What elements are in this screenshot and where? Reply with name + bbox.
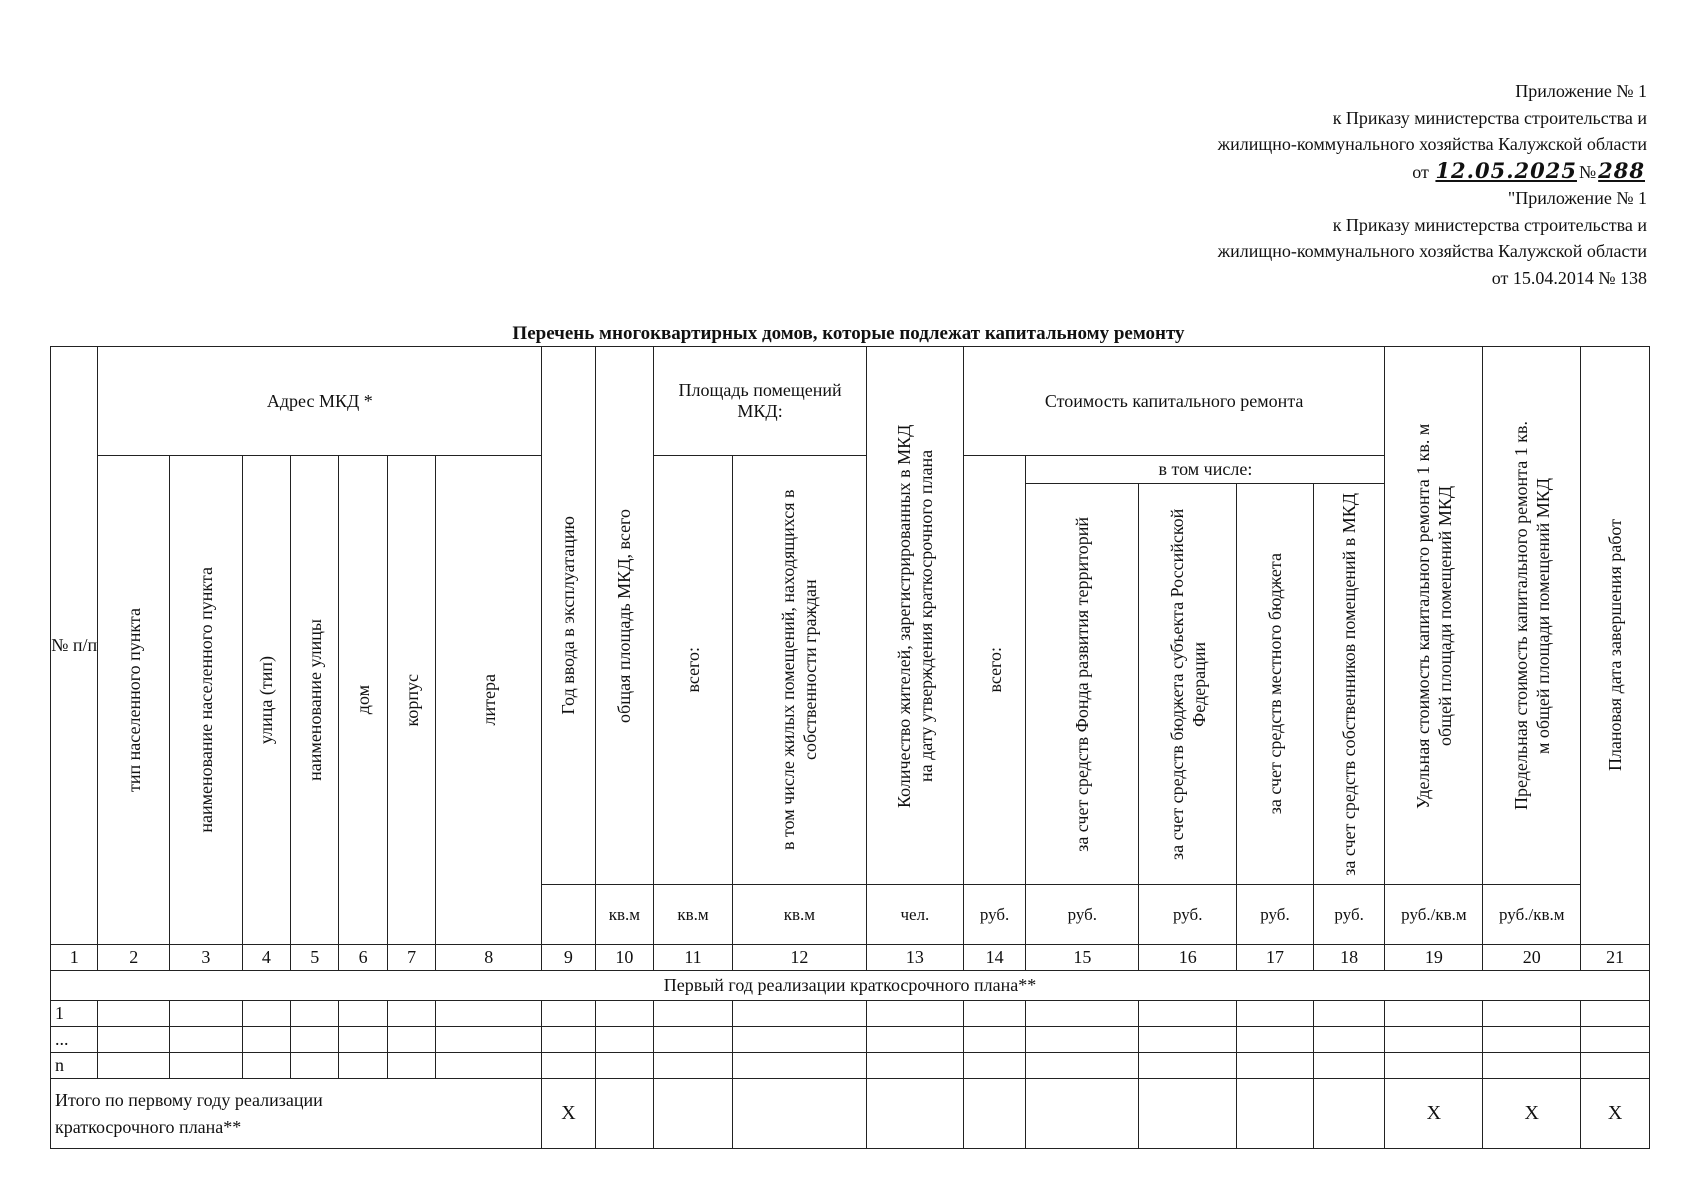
addr-street-type-header bbox=[242, 456, 290, 945]
col-number: 17 bbox=[1237, 945, 1314, 971]
addr-street-type-label: улица (тип) bbox=[256, 655, 277, 745]
column-numbers-row bbox=[51, 945, 1650, 971]
col-num-header bbox=[51, 347, 98, 945]
address-group-header: Адрес МКД * bbox=[98, 347, 542, 456]
area-group-header: Площадь помещений МКД: bbox=[654, 347, 867, 456]
header-line-3: жилищно-коммунального хозяйства Калужской области bbox=[1217, 134, 1647, 154]
area-total-col-label: общая площадь МКД, всего bbox=[614, 508, 635, 723]
limit-cost-col-header bbox=[1483, 347, 1581, 885]
col-number: 7 bbox=[387, 945, 435, 971]
col-number: 1 bbox=[51, 945, 98, 971]
unit-18: руб. bbox=[1313, 885, 1385, 945]
cost-subject-label: за счет средств бюджета субъекта Российской Федерации bbox=[1166, 508, 1209, 860]
header-line-6: к Приказу министерства строительства и bbox=[1332, 214, 1647, 235]
header-line-8: от 15.04.2014 № 138 bbox=[1491, 267, 1647, 288]
unit-15: руб. bbox=[1026, 885, 1139, 945]
row-number: 1 bbox=[51, 1001, 98, 1027]
col-number: 13 bbox=[866, 945, 963, 971]
cost-fund-header bbox=[1026, 484, 1139, 885]
unit-11: кв.м bbox=[654, 885, 733, 945]
mkd-repair-table bbox=[50, 346, 1650, 1149]
handwritten-number: 288 bbox=[1598, 157, 1645, 183]
addr-building-header bbox=[387, 456, 435, 945]
residents-col-header bbox=[866, 347, 963, 885]
addr-type-label: тип населенного пункта bbox=[123, 608, 144, 792]
header-line-1: Приложение № 1 bbox=[1515, 81, 1647, 101]
col-number: 5 bbox=[291, 945, 339, 971]
residents-col-label: Количество жителей, зарегистрированных в МКД на дату утверждения краткосрочного плана bbox=[893, 423, 936, 808]
col-number: 3 bbox=[170, 945, 243, 971]
addr-building-label: корпус bbox=[401, 673, 422, 727]
col-number: 11 bbox=[654, 945, 733, 971]
col-number: 8 bbox=[436, 945, 542, 971]
area-all-label: всего: bbox=[682, 647, 703, 693]
unit-cost-col-label: Удельная стоимость капитального ремонта 1 кв. м общей площади помещений МКД bbox=[1412, 422, 1455, 809]
col-number: 15 bbox=[1026, 945, 1139, 971]
unit-year-blank bbox=[542, 885, 595, 945]
addr-letter-label: литера bbox=[478, 674, 499, 726]
area-total-col-header bbox=[595, 347, 654, 885]
cost-subject-header bbox=[1139, 484, 1237, 885]
total-row bbox=[51, 1079, 1650, 1149]
col-number: 21 bbox=[1581, 945, 1650, 971]
year-col-label: Год ввода в эксплуатацию bbox=[558, 516, 579, 715]
cost-local-label: за счет средств местного бюджета bbox=[1264, 553, 1285, 815]
col-number: 16 bbox=[1139, 945, 1237, 971]
unit-20: руб./кв.м bbox=[1483, 885, 1581, 945]
unit-13: чел. bbox=[866, 885, 963, 945]
addr-letter-header bbox=[436, 456, 542, 945]
header-line-7: жилищно-коммунального хозяйства Калужской области bbox=[1217, 241, 1647, 261]
table-row bbox=[51, 1001, 1650, 1027]
col-number: 4 bbox=[242, 945, 290, 971]
area-all-header bbox=[654, 456, 733, 885]
row-number: n bbox=[51, 1053, 98, 1079]
appendix-header bbox=[1218, 78, 1647, 291]
col-number: 6 bbox=[339, 945, 387, 971]
x-mark: Х bbox=[1483, 1079, 1581, 1149]
addr-type-header bbox=[98, 456, 170, 945]
col-number: 9 bbox=[542, 945, 595, 971]
handwritten-date: 12.05.2025 bbox=[1435, 157, 1577, 183]
cost-fund-label: за счет средств Фонда развития территорий bbox=[1072, 516, 1093, 852]
unit-cost-col-header bbox=[1385, 347, 1483, 885]
unit-12: кв.м bbox=[732, 885, 866, 945]
col-number: 19 bbox=[1385, 945, 1483, 971]
plan-date-col-header bbox=[1581, 347, 1650, 945]
x-mark: Х bbox=[542, 1079, 595, 1149]
addr-street-name-label: наименование улицы bbox=[304, 619, 325, 781]
unit-14: руб. bbox=[963, 885, 1026, 945]
table-row bbox=[51, 1053, 1650, 1079]
row-number: ... bbox=[51, 1027, 98, 1053]
plan-date-col-label: Плановая дата завершения работ bbox=[1605, 519, 1626, 772]
col-number: 2 bbox=[98, 945, 170, 971]
limit-cost-col-label: Предельная стоимость капитального ремонта 1 кв. м общей площади помещений МКД bbox=[1510, 421, 1553, 810]
cost-owners-header bbox=[1313, 484, 1385, 885]
area-living-header bbox=[732, 456, 866, 885]
year-col-header bbox=[542, 347, 595, 885]
unit-10: кв.м bbox=[595, 885, 654, 945]
x-mark: Х bbox=[1581, 1079, 1650, 1149]
cost-total-label: всего: bbox=[984, 647, 1005, 693]
x-mark: Х bbox=[1385, 1079, 1483, 1149]
header-number-label: № bbox=[1578, 161, 1597, 182]
addr-street-name-header bbox=[291, 456, 339, 945]
cost-total-header bbox=[963, 456, 1026, 885]
unit-16: руб. bbox=[1139, 885, 1237, 945]
addr-name-header bbox=[170, 456, 243, 945]
header-date-prefix: от bbox=[1412, 161, 1429, 182]
document-title: Перечень многоквартирных домов, которые подлежат капитальному ремонту bbox=[512, 323, 1185, 344]
header-line-5: "Приложение № 1 bbox=[1507, 188, 1647, 208]
total-label-line-1: Итого по первому году реализации bbox=[55, 1089, 323, 1110]
addr-house-header bbox=[339, 456, 387, 945]
addr-house-label: дом bbox=[353, 685, 374, 715]
header-line-2: к Приказу министерства строительства и bbox=[1332, 107, 1647, 128]
addr-name-label: наименование населенного пункта bbox=[195, 567, 216, 833]
area-living-label: в том числе жилых помещений, находящихся в собственности граждан bbox=[778, 489, 821, 851]
col-number: 12 bbox=[732, 945, 866, 971]
incl-header: в том числе: bbox=[1026, 456, 1385, 484]
header-line-4 bbox=[1218, 158, 1647, 186]
total-label bbox=[51, 1079, 542, 1149]
cost-group-header: Стоимость капитального ремонта bbox=[963, 347, 1385, 456]
col-num-label: № п/п bbox=[51, 635, 98, 655]
cost-local-header bbox=[1237, 484, 1314, 885]
col-number: 10 bbox=[595, 945, 654, 971]
section-first-year: Первый год реализации краткосрочного плана** bbox=[51, 971, 1650, 1001]
col-number: 18 bbox=[1313, 945, 1385, 971]
total-label-line-2: краткосрочного плана** bbox=[55, 1116, 242, 1137]
cost-owners-label: за счет средств собственников помещений в МКД bbox=[1339, 492, 1360, 876]
col-number: 14 bbox=[963, 945, 1026, 971]
unit-17: руб. bbox=[1237, 885, 1314, 945]
unit-19: руб./кв.м bbox=[1385, 885, 1483, 945]
col-number: 20 bbox=[1483, 945, 1581, 971]
table-row bbox=[51, 1027, 1650, 1053]
